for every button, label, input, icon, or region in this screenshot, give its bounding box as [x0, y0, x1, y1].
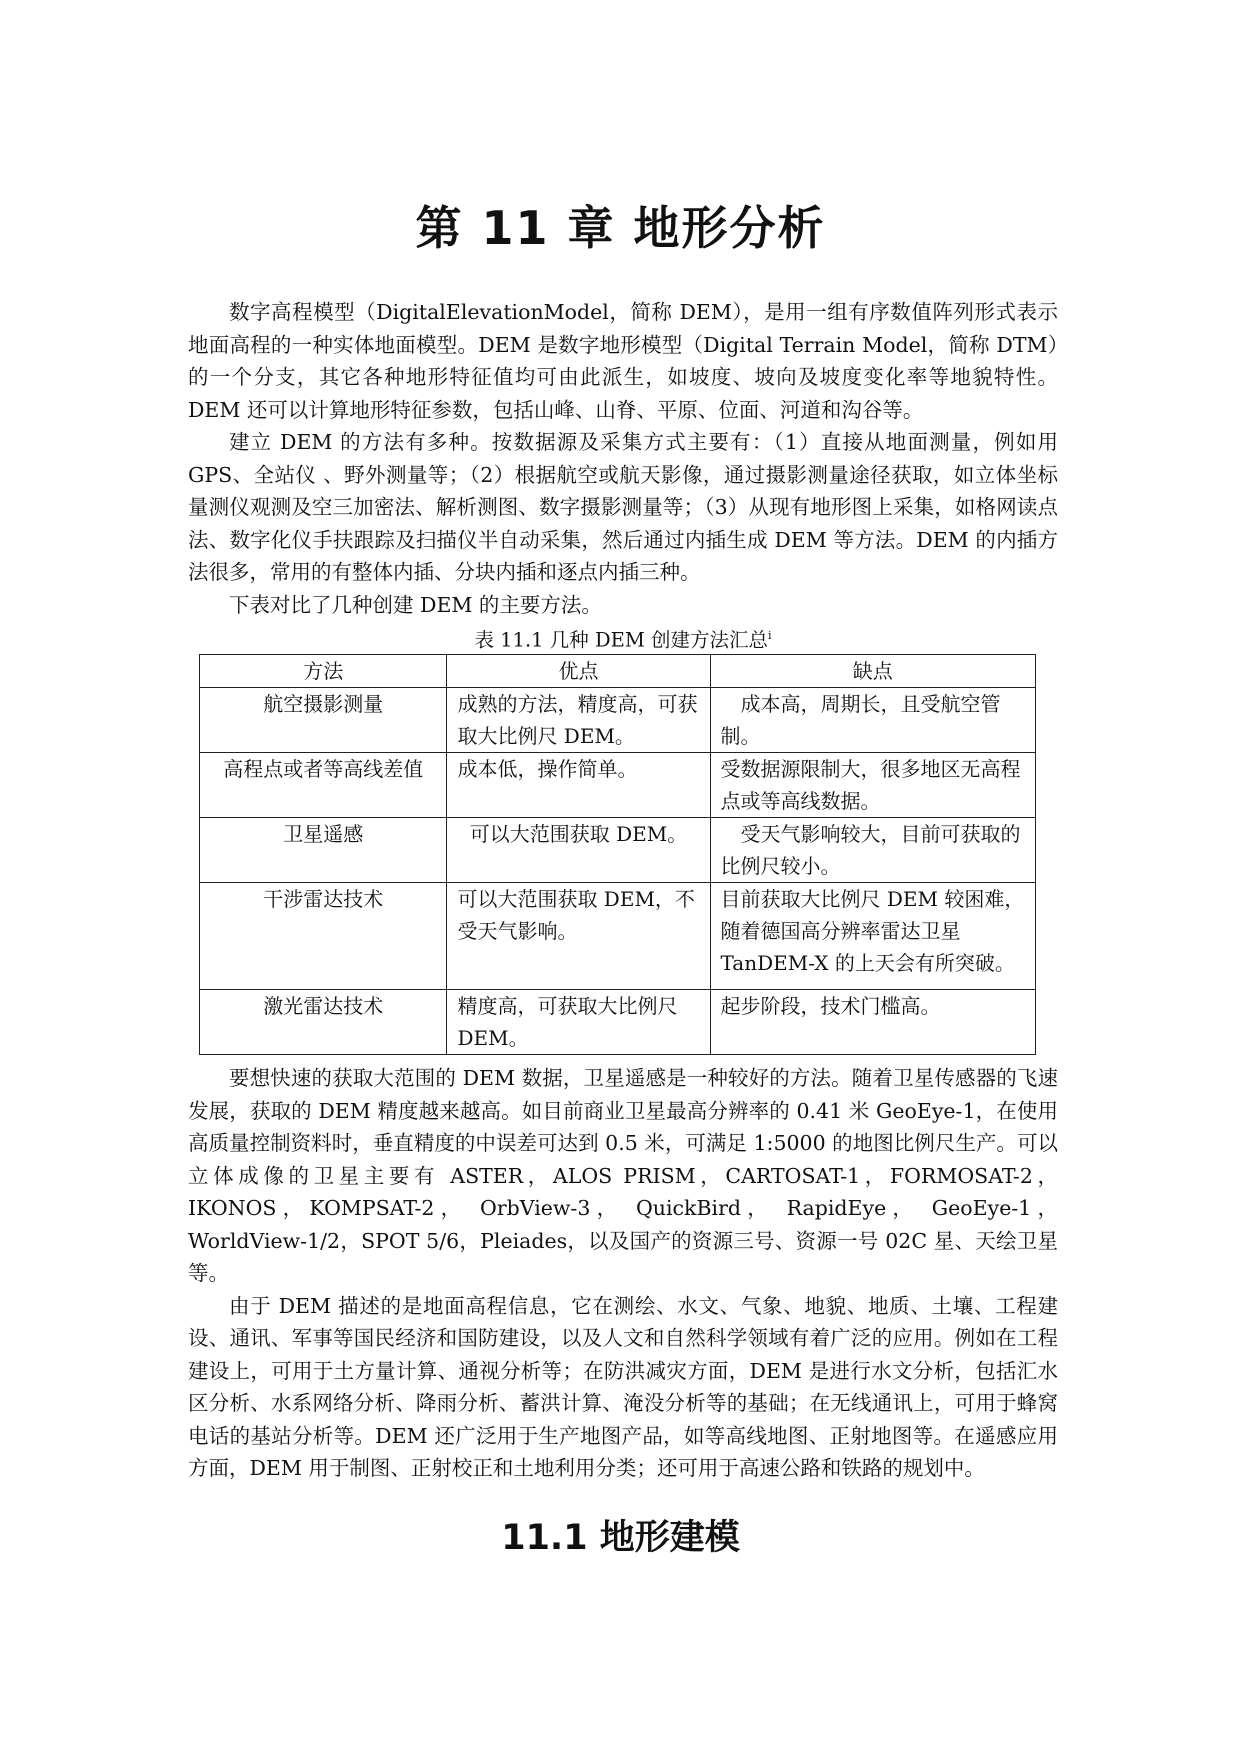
paragraph-dem-methods: 建立 DEM 的方法有多种。按数据源及采集方式主要有：（1）直接从地面测量，例如用 GPS、全站仪 、野外测量等；（2）根据航空或航天影像，通过摄影测量途径获取，如立体坐标量测仪观测及空三加密法、解析测图、数字摄影测量等；（3）从现有地形图上采集，如格网读点法、数字化仪手扶跟踪及扫描仪半自动采集，然后通过内插生成 DEM 等方法。DEM 的内插方法很多，常用的有整体内插、分块内插和逐点内插三种。	[188, 430, 1058, 584]
table-row	[200, 883, 1036, 990]
footnote-mark[interactable]: i	[768, 629, 772, 642]
cell-method: 高程点或者等高线差值	[200, 753, 447, 818]
table-header-row	[200, 655, 1036, 688]
header-advantages: 优点	[447, 655, 710, 688]
cell-disadvantages: 起步阶段，技术门槛高。	[710, 990, 1036, 1055]
cell-advantages: 成本低，操作简单。	[447, 753, 710, 818]
cell-method: 激光雷达技术	[200, 990, 447, 1055]
table-row	[200, 753, 1036, 818]
paragraph-dem-applications: 由于 DEM 描述的是地面高程信息，它在测绘、水文、气象、地貌、地质、土壤、工程建设、通讯、军事等国民经济和国防建设，以及人文和自然科学领域有着广泛的应用。例如在工程建设上，可用于土方量计算、通视分析等；在防洪减灾方面，DEM 是进行水文分析，包括汇水区分析、水系网络分析、降雨分析、蓄洪计算、淹没分析等的基础；在无线通讯上，可用于蜂窝电话的基站分析等。DEM 还广泛用于生产地图产品，如等高线地图、正射地图等。在遥感应用方面，DEM 用于制图、正射校正和土地利用分类；还可用于高速公路和铁路的规划中。	[188, 1293, 1058, 1480]
table-row	[200, 990, 1036, 1055]
dem-methods-table	[199, 654, 1036, 1055]
section-title: 11.1 地形建模	[501, 1518, 740, 1558]
table-row	[200, 688, 1036, 753]
cell-advantages: 可以大范围获取 DEM。	[447, 818, 710, 883]
paragraph-dem-definition: 数字高程模型（DigitalElevationModel，简称 DEM），是用一组有序数值阵列形式表示地面高程的一种实体地面模型。DEM 是数字地形模型（Digital Terrain Model，简称 DTM）的一个分支，其它各种地形特征值均可由此派生，如坡度、坡向及坡度变化率等地貌特性。DEM 还可以计算地形特征参数，包括山峰、山脊、平原、位面、河道和沟谷等。	[188, 300, 1058, 422]
cell-advantages: 可以大范围获取 DEM，不受天气影响。	[447, 883, 710, 990]
cell-advantages: 成熟的方法，精度高，可获取大比例尺 DEM。	[447, 688, 710, 753]
cell-disadvantages: 目前获取大比例尺 DEM 较困难，随着德国高分辨率雷达卫星 TanDEM-X 的上天会有所突破。	[710, 883, 1036, 990]
cell-disadvantages: 成本高，周期长，且受航空管制。	[710, 688, 1036, 753]
cell-method: 航空摄影测量	[200, 688, 447, 753]
intro-text	[188, 296, 1058, 621]
header-method: 方法	[200, 655, 447, 688]
cell-disadvantages: 受天气影响较大，目前可获取的比例尺较小。	[710, 818, 1036, 883]
table-row	[200, 818, 1036, 883]
cell-method: 干涉雷达技术	[200, 883, 447, 990]
table-caption-text: 表 11.1 几种 DEM 创建方法汇总	[474, 628, 769, 652]
cell-disadvantages: 受数据源限制大，很多地区无高程点或等高线数据。	[710, 753, 1036, 818]
paragraph-satellite-dem: 要想快速的获取大范围的 DEM 数据，卫星遥感是一种较好的方法。随着卫星传感器的飞速发展，获取的 DEM 精度越来越高。如目前商业卫星最高分辨率的 0.41 米 GeoEye-1，在使用高质量控制资料时，垂直精度的中误差可达到 0.5 米，可满足 1:5000 的地图比例尺生产。可以立体成像的卫星主要有 ASTER，ALOS PRISM，CARTOSAT-1，FORMOSAT-2，IKONOS，KOMPSAT-2， OrbView-3， QuickBird， RapidEye， GeoEye-1， WorldView-1/2，SPOT 5/6，Pleiades，以及国产的资源三号、资源一号 02C 星、天绘卫星等。	[188, 1066, 1058, 1285]
cell-advantages: 精度高，可获取大比例尺 DEM。	[447, 990, 710, 1055]
table-caption	[188, 622, 1058, 655]
header-disadvantages: 缺点	[710, 655, 1036, 688]
cell-method: 卫星遥感	[200, 818, 447, 883]
body-text	[188, 1062, 1058, 1485]
paragraph-table-intro: 下表对比了几种创建 DEM 的主要方法。	[229, 592, 602, 617]
chapter-title: 第 11 章 地形分析	[415, 201, 826, 255]
